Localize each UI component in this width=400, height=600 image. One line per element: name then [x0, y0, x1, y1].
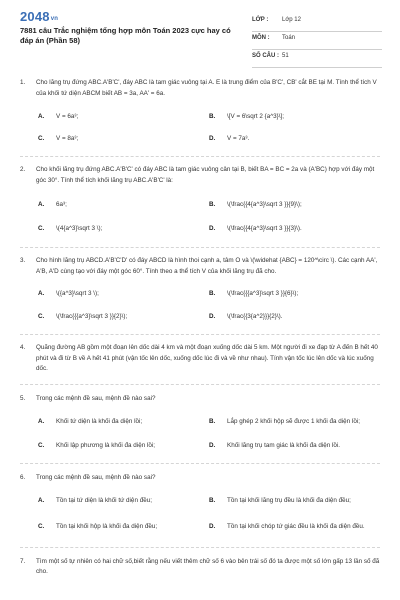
option-text: \(\frac{{4{a^3}\sqrt 3 }}{9}\); — [227, 200, 302, 208]
option-text: \(4{a^3}\sqrt 3 \); — [56, 224, 103, 232]
option-letter: D. — [209, 134, 216, 142]
option-text: Tồn tại khối chóp tứ giác đều là khối đa diện đều. — [227, 523, 365, 531]
divider — [20, 156, 380, 157]
option-c[interactable] — [38, 441, 209, 452]
option-text: \(\frac{{3{a^2}}}{2}\). — [227, 313, 283, 321]
option-a[interactable] — [38, 112, 209, 123]
option-letter: D. — [209, 313, 216, 321]
option-text: \(\frac{{4{a^3}\sqrt 3 }}{3}\). — [227, 224, 302, 232]
option-d[interactable] — [209, 441, 380, 452]
option-text: \({a^3}\sqrt 3 \); — [56, 290, 99, 298]
option-a[interactable] — [38, 496, 209, 507]
option-d[interactable] — [209, 134, 380, 145]
option-text: V = 6a³; — [56, 112, 79, 120]
option-letter: B. — [209, 112, 216, 120]
question-head — [20, 394, 380, 405]
question-head — [20, 78, 380, 99]
document-title: 7881 câu Trắc nghiệm tổng hợp môn Toán 2023 cực hay có đáp án (Phần 58) — [20, 26, 231, 45]
option-b[interactable] — [209, 289, 380, 300]
question-head — [20, 557, 380, 578]
option-c[interactable] — [38, 522, 209, 533]
question-head — [20, 165, 380, 186]
meta-row-count — [252, 50, 382, 68]
option-letter: D. — [209, 441, 216, 449]
option-text: Lắp ghép 2 khối hộp sẽ được 1 khối đa diện lồi; — [227, 417, 360, 425]
option-letter: A. — [38, 290, 45, 298]
option-text: Khối lập phương là khối đa diện lồi; — [56, 441, 156, 449]
question-number: 7. — [20, 557, 26, 565]
options — [20, 193, 380, 241]
question-text: Trong các mệnh đề sau, mệnh đề nào sai? — [36, 474, 156, 481]
options — [20, 283, 380, 329]
option-b[interactable] — [209, 200, 380, 211]
option-letter: C. — [38, 134, 45, 142]
option-letter: A. — [38, 200, 45, 208]
question-6 — [20, 473, 380, 541]
meta-value: Lớp 12 — [282, 17, 301, 23]
options — [20, 409, 380, 457]
option-a[interactable] — [38, 289, 209, 300]
option-b[interactable] — [209, 112, 380, 123]
option-text: V = 8a³; — [56, 134, 79, 142]
question-list — [20, 78, 380, 578]
site-logo[interactable] — [20, 9, 58, 24]
meta-value: 51 — [282, 53, 289, 59]
question-number: 1. — [20, 79, 26, 86]
option-a[interactable] — [38, 417, 209, 428]
divider — [20, 463, 380, 464]
option-letter: A. — [38, 497, 45, 505]
question-3 — [20, 256, 380, 329]
option-letter: A. — [38, 417, 45, 425]
question-4 — [20, 343, 380, 375]
header — [0, 0, 400, 62]
meta-row-grade — [252, 14, 382, 32]
option-text: V = 7a³. — [227, 134, 250, 142]
options — [20, 489, 380, 541]
option-d[interactable] — [209, 224, 380, 235]
option-letter: B. — [209, 497, 216, 505]
logo-suffix: vn — [50, 16, 59, 22]
question-text: Tìm một số tự nhiên có hai chữ số,biết rằng nếu viết thêm chữ số 6 vào bên trái số đó ta được một số lớn gấp 13 lần số đã cho. — [36, 557, 380, 575]
option-letter: B. — [209, 200, 216, 208]
option-text: Tồn tại tứ diện là khối tứ diện đều; — [56, 497, 152, 505]
question-head — [20, 343, 380, 375]
question-7 — [20, 557, 380, 578]
option-c[interactable] — [38, 134, 209, 145]
question-head — [20, 256, 380, 277]
logo-text: 2048 — [20, 9, 50, 24]
option-d[interactable] — [209, 312, 380, 323]
question-2 — [20, 165, 380, 241]
option-text: Tồn tại khối lăng trụ đều là khối đa diện đều; — [227, 497, 351, 505]
option-text: \(\frac{{{a^3}\sqrt 3 }}{6}\); — [227, 290, 299, 298]
option-letter: C. — [38, 224, 45, 232]
options — [20, 106, 380, 150]
option-text: \[V = 6\sqrt 2 {a^3}\]; — [227, 112, 285, 120]
option-d[interactable] — [209, 522, 380, 533]
option-c[interactable] — [38, 312, 209, 323]
option-letter: B. — [209, 290, 216, 298]
question-number: 3. — [20, 257, 26, 264]
question-text: Trong các mệnh đề sau, mệnh đề nào sai? — [36, 394, 156, 402]
meta-key: MÔN : — [252, 35, 270, 41]
meta-value: Toán — [282, 35, 296, 41]
option-letter: C. — [38, 523, 45, 531]
question-text: Cho lăng trụ đứng ABC.A'B'C', đáy ABC là tam giác vuông tại A. E là trung điểm của B'C', CB' cắt BE tại M. Tính thể tích V của khối tứ diện ABCM biết AB = 3a, AA' = 6a. — [36, 79, 377, 97]
question-number: 5. — [20, 394, 26, 402]
meta-row-subject — [252, 32, 382, 50]
option-text: \(\frac{{{a^3}\sqrt 3 }}{2}\); — [56, 313, 128, 321]
meta-panel — [252, 14, 382, 68]
question-text: Quãng đường AB gồm một đoạn lên dốc dài 4 km và một đoạn xuống dốc dài 5 km. Một người đi xe đạp từ A đến B hết 40 phút và đi từ B về A hết 41 phút (vận tốc lên dốc, xuống dốc lúc đi và về như nhau). Tính vận tốc lúc lên dốc và lúc xuống dốc. — [36, 344, 378, 372]
option-text: Khối lăng trụ tam giác là khối đa diện lồi. — [227, 441, 341, 449]
option-letter: C. — [38, 441, 45, 449]
question-number: 4. — [20, 344, 26, 351]
question-head — [20, 473, 380, 484]
divider — [20, 334, 380, 335]
option-text: Khối tứ diện là khối đa diện lồi; — [56, 417, 143, 425]
question-number: 6. — [20, 474, 26, 481]
divider — [20, 247, 380, 248]
option-letter: D. — [209, 523, 216, 531]
question-1 — [20, 78, 380, 150]
option-b[interactable] — [209, 496, 380, 507]
option-text: 6a³; — [56, 200, 67, 208]
option-text: Tồn tại khối hộp là khối đa diện đều; — [56, 523, 158, 531]
divider — [20, 384, 380, 385]
meta-key: LỚP : — [252, 17, 269, 23]
option-letter: D. — [209, 224, 216, 232]
question-number: 2. — [20, 166, 26, 173]
option-b[interactable] — [209, 417, 380, 428]
question-text: Cho hình lăng trụ ABCD.A'B'C'D' có đáy ABCD là hình thoi cạnh a, tâm O và \(\widehat {ABC} = 120^\circ \). Các cạnh AA', A'B, A'D cùng tạo với đáy một góc 60°. Tính theo a thể tích V của khối lăng trụ đã cho. — [36, 257, 378, 275]
question-5 — [20, 394, 380, 458]
meta-key: SỐ CÂU : — [252, 53, 279, 59]
option-letter: C. — [38, 313, 45, 321]
divider — [20, 547, 380, 548]
option-a[interactable] — [38, 200, 209, 211]
option-letter: A. — [38, 112, 45, 120]
question-text: Cho khối lăng trụ đứng ABC.A'B'C' có đáy ABC là tam giác vuông cân tại B, biết BA = BC = 2a và (A'BC) hợp với đáy một góc 30°. Tính thể tích khối lăng trụ ABC.A'B'C' là: — [36, 166, 375, 184]
option-letter: B. — [209, 417, 216, 425]
option-c[interactable] — [38, 224, 209, 235]
